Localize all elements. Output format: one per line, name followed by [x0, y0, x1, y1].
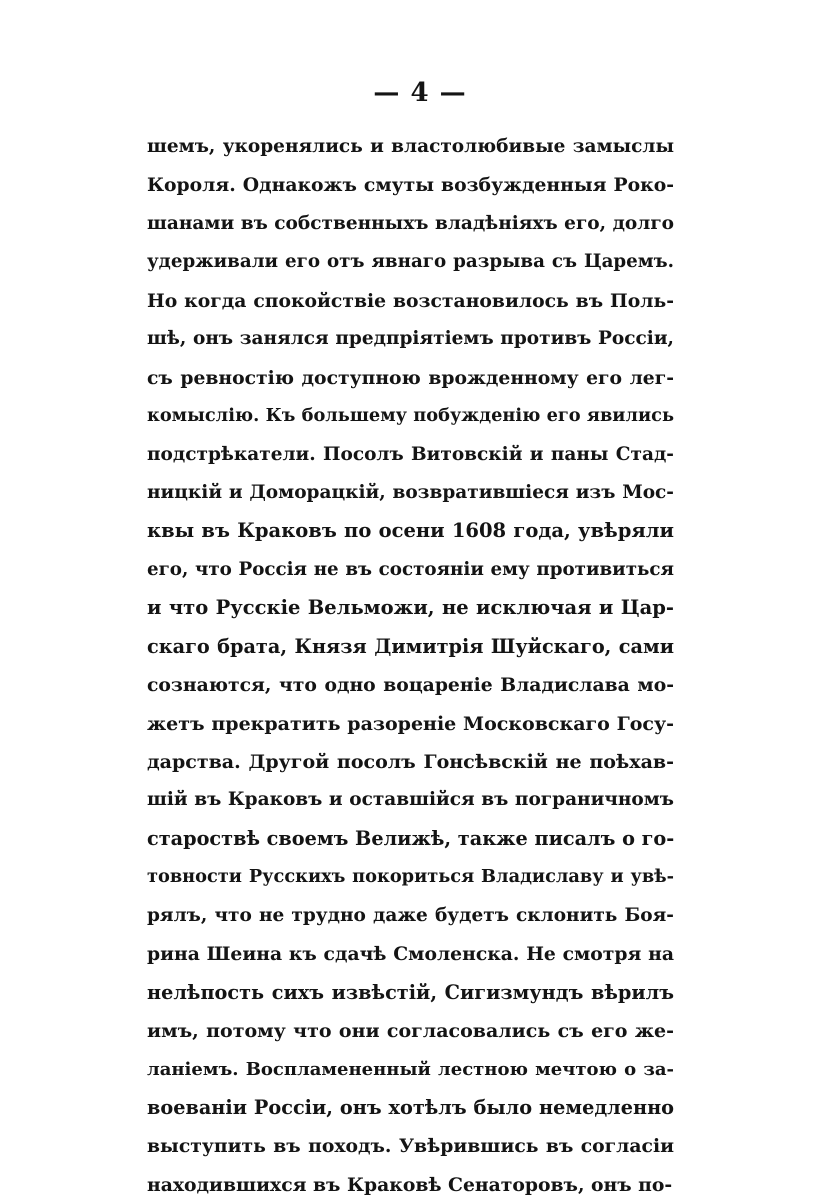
text-line: рина Шеина къ сдачѣ Смоленска. Не смотря на	[147, 943, 674, 966]
text-line: дарства. Другой посолъ Гонсѣвскій не поѣхав-	[147, 751, 674, 773]
text-line: шій въ Краковъ и оставшійся въ пограничномъ	[147, 789, 674, 811]
text-line: староствѣ своемъ Велижѣ, также писалъ о го-	[147, 826, 674, 850]
text-line: Но когда спокойствіе возстановилось въ Поль-	[147, 289, 674, 312]
text-line: его, что Россія не въ состояніи ему противиться	[147, 558, 674, 580]
text-line: скаго брата, Князя Димитрія Шуйскаго, сами	[147, 634, 674, 658]
text-line: Короля. Однакожъ смуты возбужденныя Роко-	[147, 174, 674, 197]
text-line: подстрѣкатели. Посолъ Витовскій и паны Стад-	[147, 443, 674, 465]
text-line: товности Русскихъ покориться Владиславу и увѣ-	[147, 866, 674, 888]
text-line: сознаются, что одно воцареніе Владислава мо-	[147, 674, 674, 697]
text-line: съ ревностію доступною врожденному его лег-	[147, 366, 674, 389]
text-line: жетъ прекратить разореніе Московскаго Госу-	[147, 712, 674, 735]
text-line: шанами въ собственныхъ владѣніяхъ его, долго	[147, 212, 674, 234]
body-text	[147, 128, 674, 1204]
text-line: комыслію. Къ большему побужденію его явились	[147, 405, 674, 427]
text-line: находившихся въ Краковѣ Сенаторовъ, онъ по-	[147, 1173, 673, 1196]
text-line: рялъ, что не трудно даже будетъ склонить Боя-	[147, 904, 674, 926]
text-line: нелѣпость сихъ извѣстій, Сигизмундъ вѣрилъ	[147, 980, 674, 1004]
text-line: шѣ, онъ занялся предпріятіемъ противъ Россіи,	[147, 328, 674, 350]
text-line: шемъ, укоренялись и властолюбивые замыслы	[147, 136, 674, 157]
text-line: ланіемъ. Воспламененный лестною мечтою о за-	[147, 1058, 674, 1080]
page-number: — 4 —	[373, 78, 467, 108]
text-line: квы въ Краковъ по осени 1608 года, увѣряли	[147, 519, 674, 543]
text-line: воеваніи Россіи, онъ хотѣлъ было немедленно	[147, 1095, 674, 1119]
text-line: ницкій и Доморацкій, возвратившіеся изъ Мос-	[147, 481, 674, 503]
text-line: выступить въ походъ. Увѣрившись въ согласіи	[147, 1135, 674, 1158]
text-line: и что Русскіе Вельможи, не исключая и Цар-	[147, 596, 674, 620]
text-line: имъ, потому что они согласовались съ его же-	[147, 1020, 674, 1043]
text-line: удерживали его отъ явнаго разрыва съ Царемъ.	[147, 251, 674, 273]
